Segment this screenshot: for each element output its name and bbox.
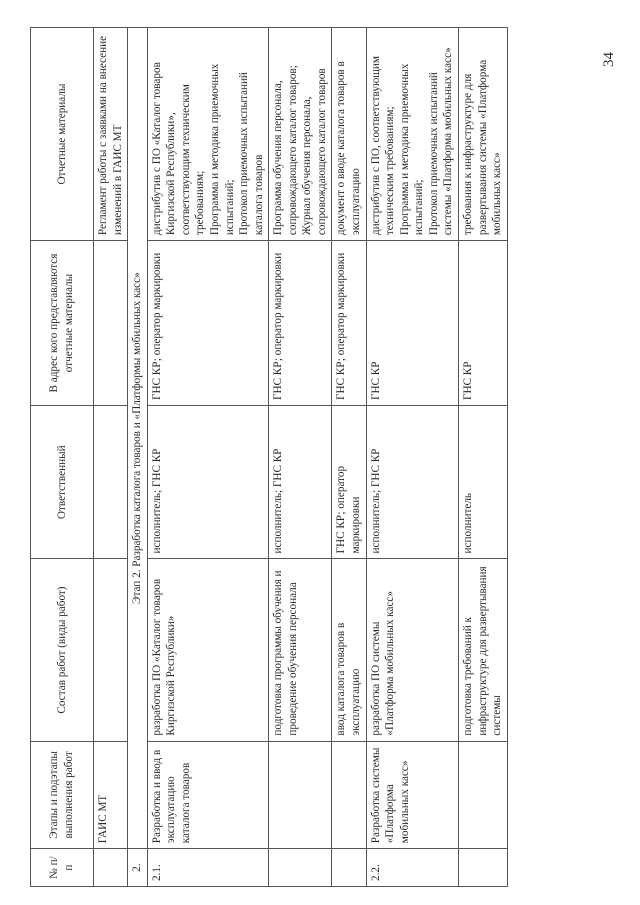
row-number bbox=[458, 849, 507, 887]
stage-number: 2. bbox=[128, 849, 148, 887]
work-cell: ввод каталога товаров в эксплуатацию bbox=[332, 559, 366, 741]
header-materials: Отчетные материалы bbox=[31, 28, 94, 241]
responsible-cell: исполнитель; ГНС КР bbox=[366, 406, 458, 559]
materials-cell bbox=[269, 28, 332, 241]
material-line: дистрибутив с ПО «Каталог товаров Киргизской Республики», соответствующим техническим требованиям; bbox=[150, 62, 207, 236]
work-cell: разработка ПО системы «Платформа мобильных касс» bbox=[366, 559, 458, 741]
stage-title: Этап 2. Разработка каталога товаров и «Платформы мобильных касс» bbox=[128, 28, 148, 849]
recipient-cell: ГНС КР; оператор маркировки bbox=[332, 241, 366, 406]
material-line: Протокол приемочных испытаний системы «Платформа мобильных касс» bbox=[427, 47, 455, 236]
page-number: 34 bbox=[601, 52, 617, 67]
header-work: Состав работ (виды работ) bbox=[31, 559, 94, 741]
material-line: документ о вводе каталога товаров в эксплуатацию bbox=[335, 61, 362, 236]
stage-cell bbox=[332, 741, 366, 849]
material-line: Протокол приемочных испытаний каталога товаров bbox=[238, 72, 265, 236]
material-line: дистрибутив с ПО, соответствующим техническим требованиям; bbox=[369, 56, 397, 236]
stage-cell: ГАИС МТ bbox=[94, 741, 128, 849]
work-plan-table bbox=[30, 27, 508, 887]
stage-cell: Разработка и ввод в эксплуатацию каталога товаров bbox=[147, 741, 269, 849]
table-row bbox=[332, 28, 366, 887]
recipient-cell: ГНС КР; оператор маркировки bbox=[269, 241, 332, 406]
table-row bbox=[269, 28, 332, 887]
work-cell: подготовка программы обучения и проведение обучения персонала bbox=[269, 559, 332, 741]
stage-heading-row bbox=[128, 28, 148, 887]
materials-cell bbox=[458, 28, 507, 241]
recipient-cell: ГНС КР bbox=[366, 241, 458, 406]
table-row bbox=[94, 28, 128, 887]
stage-cell: Разработка системы «Платформа мобильных касс» bbox=[366, 741, 458, 849]
row-number: 2.2. bbox=[366, 849, 458, 887]
table-row bbox=[458, 28, 507, 887]
table-row bbox=[366, 28, 458, 887]
materials-cell bbox=[366, 28, 458, 241]
header-row bbox=[31, 28, 94, 887]
responsible-cell: исполнитель; ГНС КР bbox=[269, 406, 332, 559]
material-line: Журнал обучения персонала, сопровождающего каталог товаров bbox=[301, 68, 328, 236]
stage-cell bbox=[458, 741, 507, 849]
header-stage: Этапы и подэтапы выполнения работ bbox=[31, 741, 94, 849]
header-responsible: Ответственный bbox=[31, 406, 94, 559]
recipient-cell: ГНС КР; оператор маркировки bbox=[147, 241, 269, 406]
row-number: 2.1. bbox=[147, 849, 269, 887]
materials-cell bbox=[332, 28, 366, 241]
header-recipient: В адрес кого представляются отчетные материалы bbox=[31, 241, 94, 406]
work-cell: подготовка требований к инфраструктуре для развертывания системы bbox=[458, 559, 507, 741]
row-number bbox=[269, 849, 332, 887]
materials-cell: Регламент работы с заявками на внесение изменений в ГАИС МТ bbox=[94, 28, 128, 241]
stage-cell bbox=[269, 741, 332, 849]
recipient-cell: ГНС КР bbox=[458, 241, 507, 406]
responsible-cell: исполнитель bbox=[458, 406, 507, 559]
material-line: Программа и методика приемочных испытаний; bbox=[398, 63, 426, 236]
responsible-cell: исполнитель; ГНС КР bbox=[147, 406, 269, 559]
material-line: Программа обучения персонала, сопровождающего каталог товаров; bbox=[272, 65, 299, 236]
header-num: № п/п bbox=[31, 849, 94, 887]
work-cell: разработка ПО «Каталог товаров Киргизской Республики» bbox=[147, 559, 269, 741]
responsible-cell: ГНС КР; оператор маркировки bbox=[332, 406, 366, 559]
material-line: Программа и методика приемочных испытаний; bbox=[208, 63, 236, 236]
row-number bbox=[332, 849, 366, 887]
material-line: требования к инфраструктуре для развертывания системы «Платформа мобильных касс» bbox=[461, 59, 504, 236]
materials-cell bbox=[147, 28, 269, 241]
table-row bbox=[147, 28, 269, 887]
